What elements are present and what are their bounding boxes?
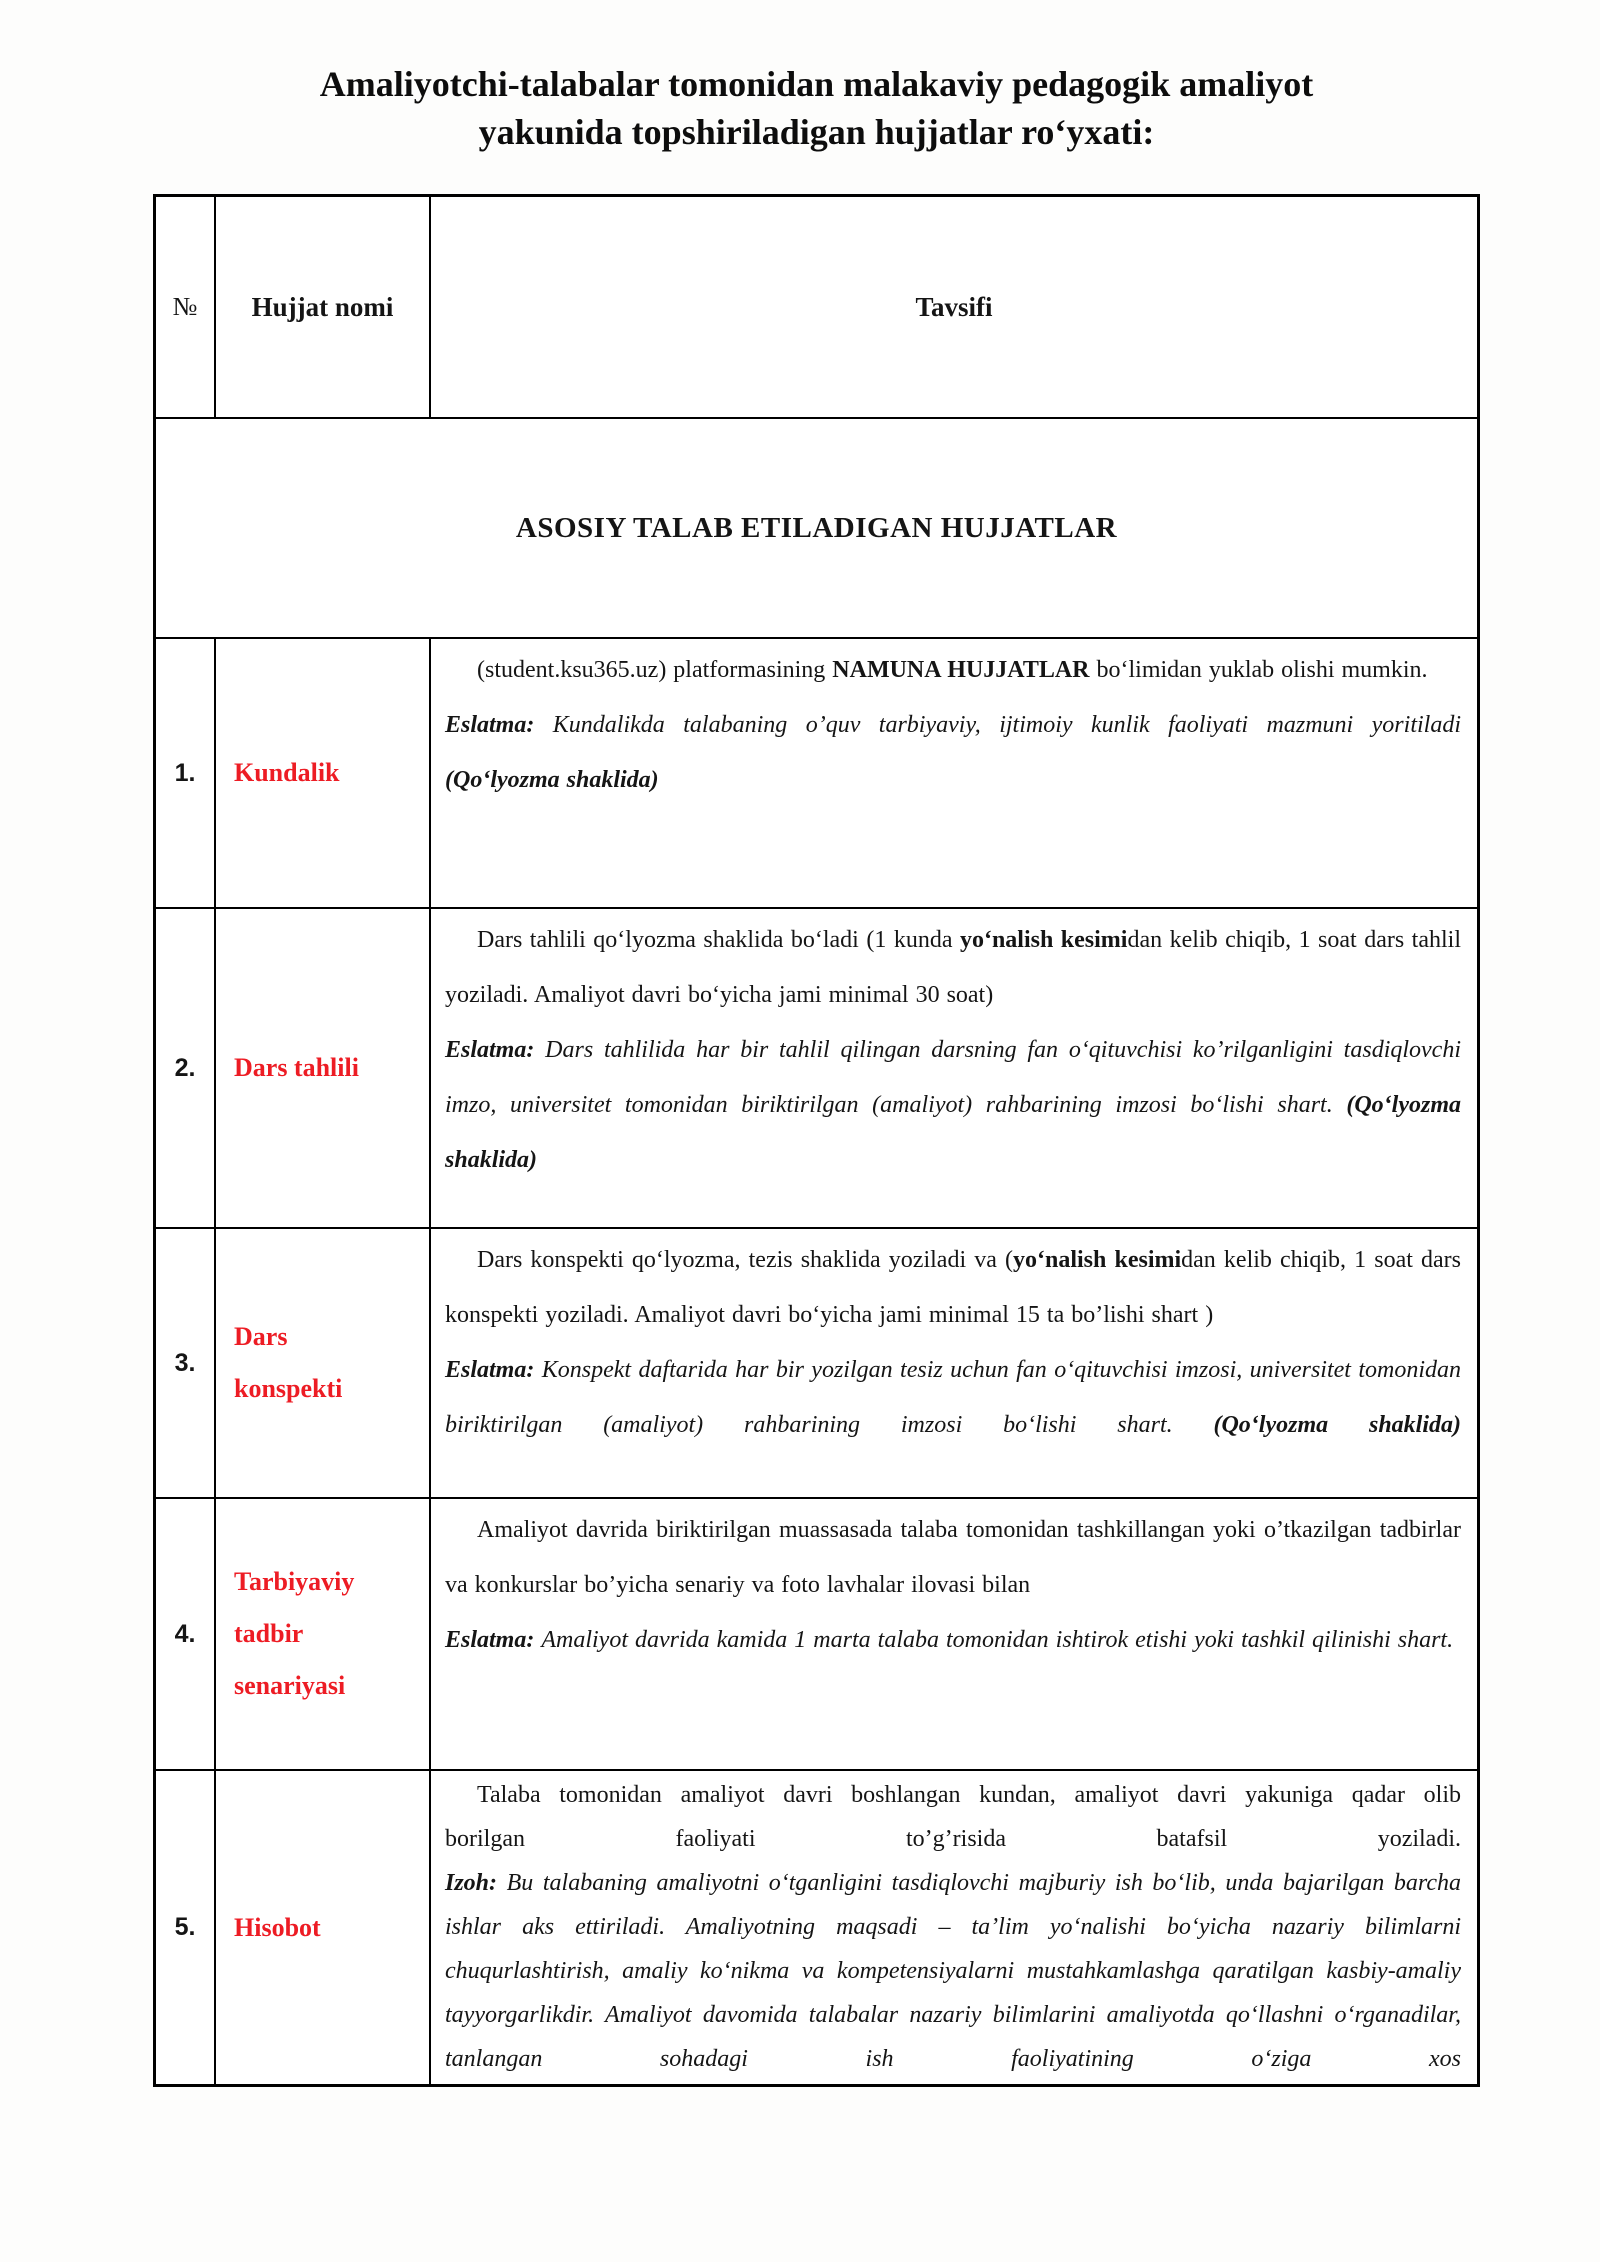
row-number-cell: 5.: [156, 1771, 216, 2084]
row-number-cell: 4.: [156, 1499, 216, 1771]
document-name-cell: Hisobot: [216, 1771, 431, 2084]
row-number-cell: 2.: [156, 909, 216, 1229]
section-header-cell: ASOSIY TALAB ETILADIGAN HUJJATLAR: [156, 419, 1477, 639]
header-cell-description: Tavsifi: [431, 197, 1477, 419]
document-title: [153, 60, 1480, 156]
document-description-cell: Talaba tomonidan amaliyot davri boshlangan kundan, amaliyot davri yakuniga qadar olib borilgan faoliyati to’g’risida batafsil yoziladi. Izoh: Bu talabaning amaliyotni oʻtganligini tasdiqlovchi majburiy ish boʻlib, unda bajarilgan barcha ishlar aks ettiriladi. Amaliyotning maqsadi – ta’lim yoʻnalishi boʻyicha nazariy bilimlarni chuqurlashtirish, amaliy koʻnikma va kompetensiyalarni mustahkamlashga qaratilgan kasbiy-amaliy tayyorgarlikdir. Amaliyot davomida talabalar nazariy bilimlarini amaliyotda qoʻllashni oʻrganadilar, tanlangan sohadagi ish faoliyatining oʻziga xos: [445, 1782, 1461, 2072]
document-description-cell: Dars konspekti qoʻlyozma, tezis shaklida yoziladi va (yoʻnalish kesimidan kelib chiqib, 1 soat dars konspekti yoziladi. Amaliyot davri boʻyicha jami minimal 15 ta bo’lishi shart ) Eslatma: Konspekt daftarida har bir yozilgan tesiz uchun fan oʻqituvchisi imzosi, universitet tomonidan biriktirilgan (amaliyot) rahbarining imzosi boʻlishi shart. (Qoʻlyozma shaklida): [431, 1229, 1477, 1499]
header-cell-name: Hujjat nomi: [216, 197, 431, 419]
document-name-cell: Dars tahlili: [216, 909, 431, 1229]
document-name-cell: Tarbiyaviy tadbir senariyasi: [216, 1499, 431, 1771]
title-line-2: yakunida topshiriladigan hujjatlar roʻyxati:: [478, 112, 1155, 152]
documents-table: [153, 194, 1480, 2087]
document-content: [153, 0, 1480, 2087]
document-description-cell: Amaliyot davrida biriktirilgan muassasada talaba tomonidan tashkillangan yoki o’tkazilgan tadbirlar va konkurslar bo’yicha senariy va foto lavhalar ilovasi bilan Eslatma: Amaliyot davrida kamida 1 marta talaba tomonidan ishtirok etishi yoki tashkil qilinishi shart.: [431, 1499, 1477, 1771]
title-line-1: Amaliyotchi-talabalar tomonidan malakaviy pedagogik amaliyot: [319, 64, 1314, 104]
document-description-cell: (student.ksu365.uz) platformasining NAMUNA HUJJATLAR boʻlimidan yuklab olishi mumkin. Eslatma: Kundalikda talabaning o’quv tarbiyaviy, ijtimoiy kunlik faoliyati mazmuni yoritiladi (Qoʻlyozma shaklida): [431, 639, 1477, 909]
row-number-cell: 3.: [156, 1229, 216, 1499]
header-cell-number: №: [156, 197, 216, 419]
row-number-cell: 1.: [156, 639, 216, 909]
document-name-cell: Dars konspekti: [216, 1229, 431, 1499]
document-description-cell: Dars tahlili qoʻlyozma shaklida boʻladi (1 kunda yoʻnalish kesimidan kelib chiqib, 1 soat dars tahlil yoziladi. Amaliyot davri boʻyicha jami minimal 30 soat) Eslatma: Dars tahlilida har bir tahlil qilingan darsning fan oʻqituvchisi ko’rilganligini tasdiqlovchi imzo, universitet tomonidan biriktirilgan (amaliyot) rahbarining imzosi boʻlishi shart. (Qoʻlyozma shaklida): [431, 909, 1477, 1229]
document-name-cell: Kundalik: [216, 639, 431, 909]
